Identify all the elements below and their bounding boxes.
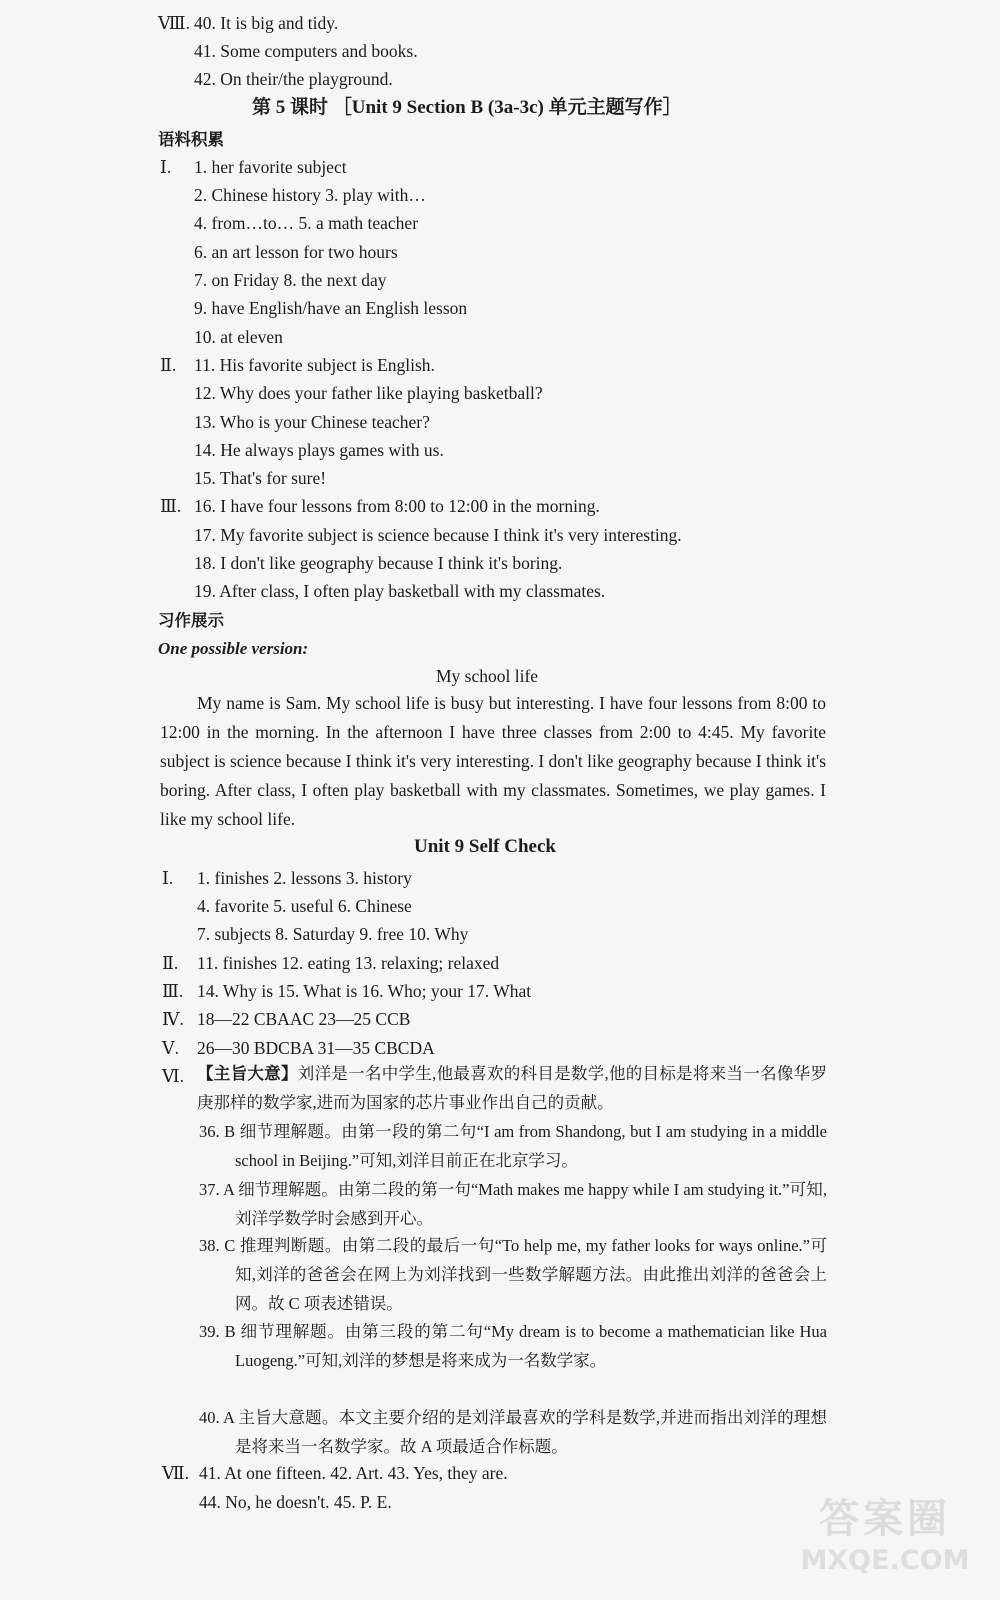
answer-explanation-38: 38. C 推理判断题。由第二段的最后一句“To help me, my father looks for ways online.”可知,刘洋的爸爸会在网上为刘洋找到一些数学解题方法。由此推出刘洋的爸爸会上网。故 C 项表述错误。 bbox=[199, 1236, 827, 1313]
main-idea-text: 刘洋是一名中学生,他最喜欢的科目是数学,他的目标是将来当一名像华罗庚那样的数学家,进而为国家的芯片事业作出自己的贡献。 bbox=[197, 1064, 828, 1112]
answer-line: 17. My favorite subject is science because I think it's very interesting. bbox=[194, 525, 682, 545]
answer-line: 42. On their/the playground. bbox=[194, 69, 393, 89]
main-idea-label: 【主旨大意】 bbox=[197, 1064, 298, 1083]
answer-line: 1. her favorite subject bbox=[194, 157, 347, 177]
sc-part-iii-numeral: Ⅲ. bbox=[162, 981, 184, 1001]
site-watermark bbox=[800, 1492, 970, 1582]
lesson-title: 第 5 课时 ［Unit 9 Section B (3a-3c) 单元主题写作］ bbox=[252, 97, 682, 118]
section-viii-numeral: Ⅷ. bbox=[158, 13, 190, 33]
answer-explanation-40: 40. A 主旨大意题。本文主要介绍的是刘洋最喜欢的学科是数学,并进而指出刘洋的理想是将来当一名数学家。故 A 项最适合作标题。 bbox=[199, 1408, 827, 1456]
answer-line: 18—22 CBAAC 23—25 CCB bbox=[197, 1009, 411, 1029]
answer-line: 4. favorite 5. useful 6. Chinese bbox=[197, 896, 412, 916]
essay-title: My school life bbox=[436, 666, 539, 686]
answer-line: 40. It is big and tidy. bbox=[194, 13, 339, 33]
sc-part-i-numeral: Ⅰ. bbox=[162, 868, 174, 888]
sc-part-v-numeral: Ⅴ. bbox=[162, 1038, 180, 1058]
answer-line: 11. His favorite subject is English. bbox=[194, 355, 435, 375]
main-idea-block bbox=[197, 1059, 827, 1117]
answer-line: 26—30 BDCBA 31—35 CBCDA bbox=[197, 1038, 435, 1058]
answer-line: 41. At one fifteen. 42. Art. 43. Yes, they are. bbox=[199, 1463, 508, 1483]
answer-explanation-39: 39. B 细节理解题。由第三段的第二句“My dream is to become a mathematician like Hua Luogeng.”可知,刘洋的梦想是将来成为一名数学家。 bbox=[199, 1322, 827, 1370]
vocab-heading: 语料积累 bbox=[158, 130, 224, 149]
answer-explanation-37: 37. A 细节理解题。由第二段的第一句“Math makes me happy while I am studying it.”可知,刘洋学数学时会感到开心。 bbox=[199, 1180, 827, 1228]
answer-line: 13. Who is your Chinese teacher? bbox=[194, 412, 430, 432]
answer-line: 7. on Friday 8. the next day bbox=[194, 270, 387, 290]
answer-line: 16. I have four lessons from 8:00 to 12:00 in the morning. bbox=[194, 496, 600, 516]
answer-line: 9. have English/have an English lesson bbox=[194, 298, 468, 318]
sc-part-iv-numeral: Ⅳ. bbox=[162, 1009, 184, 1029]
version-label: One possible version: bbox=[158, 639, 309, 658]
answer-line: 11. finishes 12. eating 13. relaxing; relaxed bbox=[197, 953, 500, 973]
watermark-logo-text: 答案圈 bbox=[819, 1496, 951, 1542]
answer-line: 1. finishes 2. lessons 3. history bbox=[197, 868, 412, 888]
answer-line: 19. After class, I often play basketball with my classmates. bbox=[194, 581, 606, 601]
sc-part-ii-numeral: Ⅱ. bbox=[162, 953, 179, 973]
answer-line: 12. Why does your father like playing basketball? bbox=[194, 383, 543, 403]
writing-heading: 习作展示 bbox=[158, 611, 224, 630]
answer-line: 14. He always plays games with us. bbox=[194, 440, 444, 460]
sc-part-vii-numeral: Ⅶ. bbox=[162, 1463, 189, 1483]
answer-line: 6. an art lesson for two hours bbox=[194, 242, 398, 262]
answer-line: 41. Some computers and books. bbox=[194, 41, 418, 61]
answer-line: 18. I don't like geography because I think it's boring. bbox=[194, 553, 563, 573]
sc-part-vi-numeral: Ⅵ. bbox=[162, 1066, 184, 1086]
part-ii-numeral: Ⅱ. bbox=[160, 355, 177, 375]
watermark-url: MXQE.COM bbox=[800, 1545, 970, 1576]
essay-paragraph: My name is Sam. My school life is busy but interesting. I have four lessons from 8:00 to 12:00 in the morning. In the afternoon I have three classes from 2:00 to 4:45. My favorite subject is science because I think it's very interesting. I don't like geography because I think it's boring. After class, I often play basketball with my classmates. Sometimes, we play games. I like my school life. bbox=[160, 693, 827, 829]
part-i-numeral: Ⅰ. bbox=[160, 157, 172, 177]
answer-line: 7. subjects 8. Saturday 9. free 10. Why bbox=[197, 924, 469, 944]
answer-line: 14. Why is 15. What is 16. Who; your 17. What bbox=[197, 981, 532, 1001]
part-iii-numeral: Ⅲ. bbox=[160, 496, 182, 516]
answer-line: 15. That's for sure! bbox=[194, 468, 327, 488]
self-check-title: Unit 9 Self Check bbox=[414, 836, 556, 857]
answer-line: 4. from…to… 5. a math teacher bbox=[194, 213, 419, 233]
answer-line: 44. No, he doesn't. 45. P. E. bbox=[199, 1492, 392, 1512]
answer-explanation-36: 36. B 细节理解题。由第一段的第二句“I am from Shandong, but I am studying in a middle school in Beijing.”可知,刘洋目前正在北京学习。 bbox=[199, 1122, 827, 1170]
answer-line: 10. at eleven bbox=[194, 327, 283, 347]
answer-line: 2. Chinese history 3. play with… bbox=[194, 185, 426, 205]
